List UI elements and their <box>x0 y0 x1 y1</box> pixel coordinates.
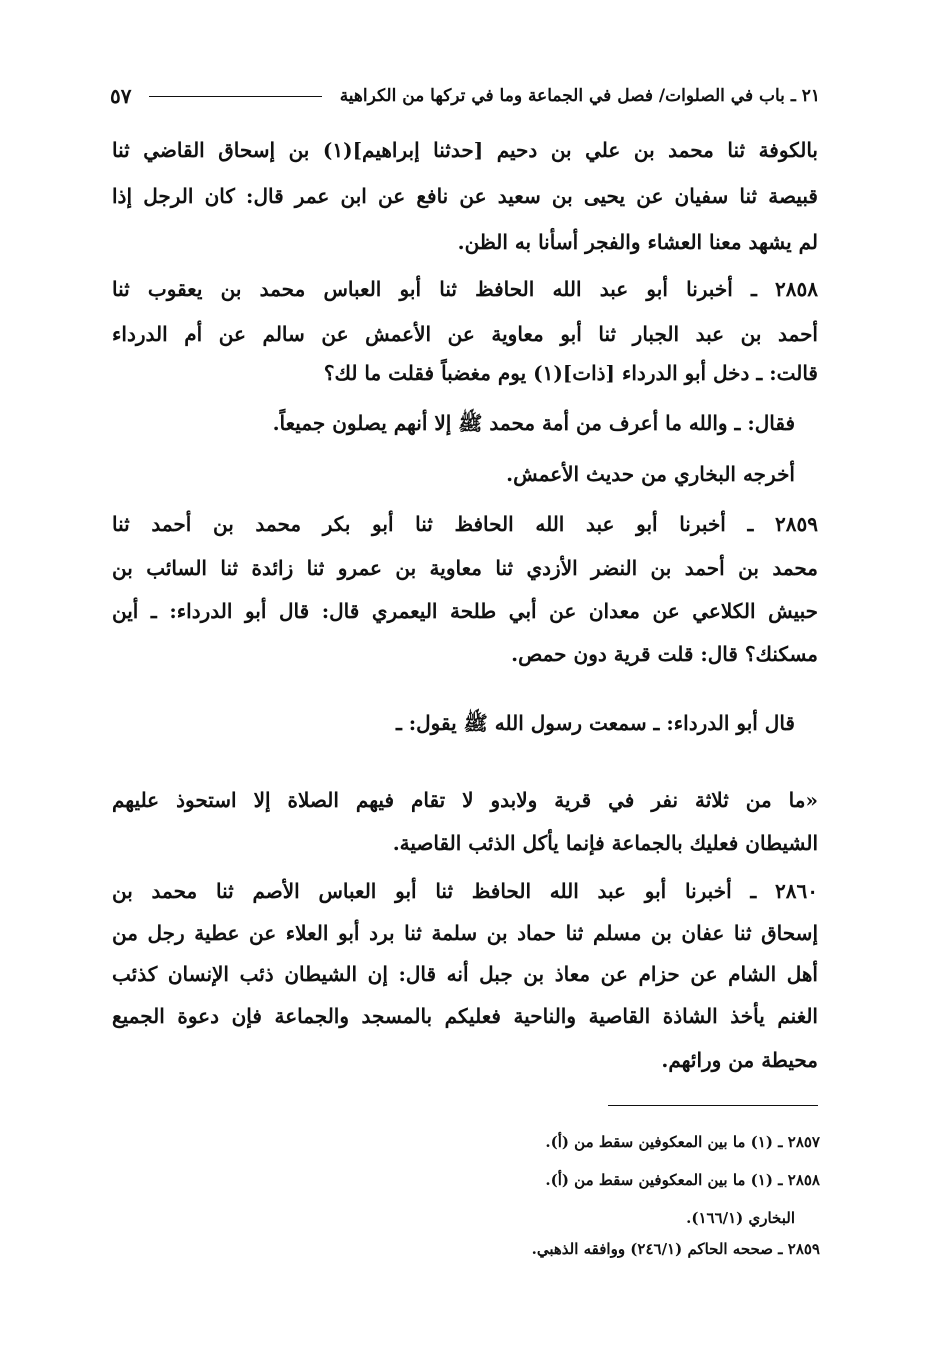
hadith-2860-line: ٢٨٦٠ ـ أخبرنا أبو عبد الله الحافظ ثنا أبو العباس الأصم ثنا محمد بن <box>112 879 818 903</box>
text-line: لم يشهد معنا العشاء والفجر أسأنا به الظن. <box>457 230 818 254</box>
hadith-2858-line: ٢٨٥٨ ـ أخبرنا أبو عبد الله الحافظ ثنا أبو العباس محمد بن يعقوب ثنا <box>112 277 818 301</box>
running-header <box>110 78 820 114</box>
text-line: أهل الشام عن حزام عن معاذ بن جبل أنه قال: إن الشيطان ذئب الإنسان كذئب <box>112 962 818 986</box>
footnote: البخاري (١٦٦/١). <box>686 1209 795 1227</box>
text-line: مسكنك؟ قال: قلت قرية دون حمص. <box>511 642 818 666</box>
footnote-separator <box>608 1105 818 1106</box>
text-line: أخرجه البخاري من حديث الأعمش. <box>506 462 795 486</box>
text-line: محمد بن أحمد بن النضر الأزدي ثنا معاوية بن عمرو ثنا زائدة ثنا السائب بن <box>112 556 818 580</box>
footnote: ٢٨٥٨ ـ (١) ما بين المعكوفين سقط من (أ). <box>545 1171 820 1189</box>
chapter-title: ٢١ ـ باب في الصلوات/ فصل في الجماعة وما في تركها من الكراهية <box>339 86 820 106</box>
header-rule <box>149 96 321 97</box>
text-line: محيطة من ورائهم. <box>661 1048 818 1072</box>
text-line: فقال: ـ والله ما أعرف من أمة محمد ﷺ إلا أنهم يصلون جميعاً. <box>272 411 795 435</box>
text-line: أحمد بن عبد الجبار ثنا أبو معاوية عن الأعمش عن سالم عن أم الدرداء <box>112 322 818 346</box>
text-line: «ما من ثلاثة نفر في قرية ولابدو لا تقام فيهم الصلاة إلا استحوذ عليهم <box>112 788 818 812</box>
text-line: حبيش الكلاعي عن معدان عن أبي طلحة اليعمري قال: قال أبو الدرداء: ـ أين <box>112 599 819 623</box>
text-line: إسحاق ثنا عفان بن مسلم ثنا حماد بن سلمة ثنا برد أبو العلاء عن عطية رجل من <box>112 921 818 945</box>
text-line: الشيطان فعليك بالجماعة فإنما يأكل الذئب القاصية. <box>392 831 818 855</box>
text-line: قال أبو الدرداء: ـ سمعت رسول الله ﷺ يقول: ـ <box>395 711 795 735</box>
text-line: قالت: ـ دخل أبو الدرداء [ذات](١) يوم مغضباً فقلت ما لك؟ <box>323 361 818 385</box>
text-line: قبيصة ثنا سفيان عن يحيى بن سعيد عن نافع عن ابن عمر قال: كان الرجل إذا <box>112 184 818 208</box>
text-line: بالكوفة ثنا محمد بن علي بن دحيم [حدثنا إبراهيم](١) بن إسحاق القاضي ثنا <box>112 138 818 162</box>
hadith-2859-line: ٢٨٥٩ ـ أخبرنا أبو عبد الله الحافظ ثنا أبو بكر محمد بن أحمد ثنا <box>112 512 818 536</box>
text-line: الغنم يأخذ الشاذة القاصية والناحية فعليكم بالمسجد والجماعة فإن دعوة الجميع <box>112 1004 818 1028</box>
footnote: ٢٨٥٩ ـ صححه الحاكم (٢٤٦/١) ووافقه الذهبي. <box>531 1240 820 1258</box>
footnote: ٢٨٥٧ ـ (١) ما بين المعكوفين سقط من (أ). <box>545 1133 820 1151</box>
page-number: ٥٧ <box>110 84 132 108</box>
